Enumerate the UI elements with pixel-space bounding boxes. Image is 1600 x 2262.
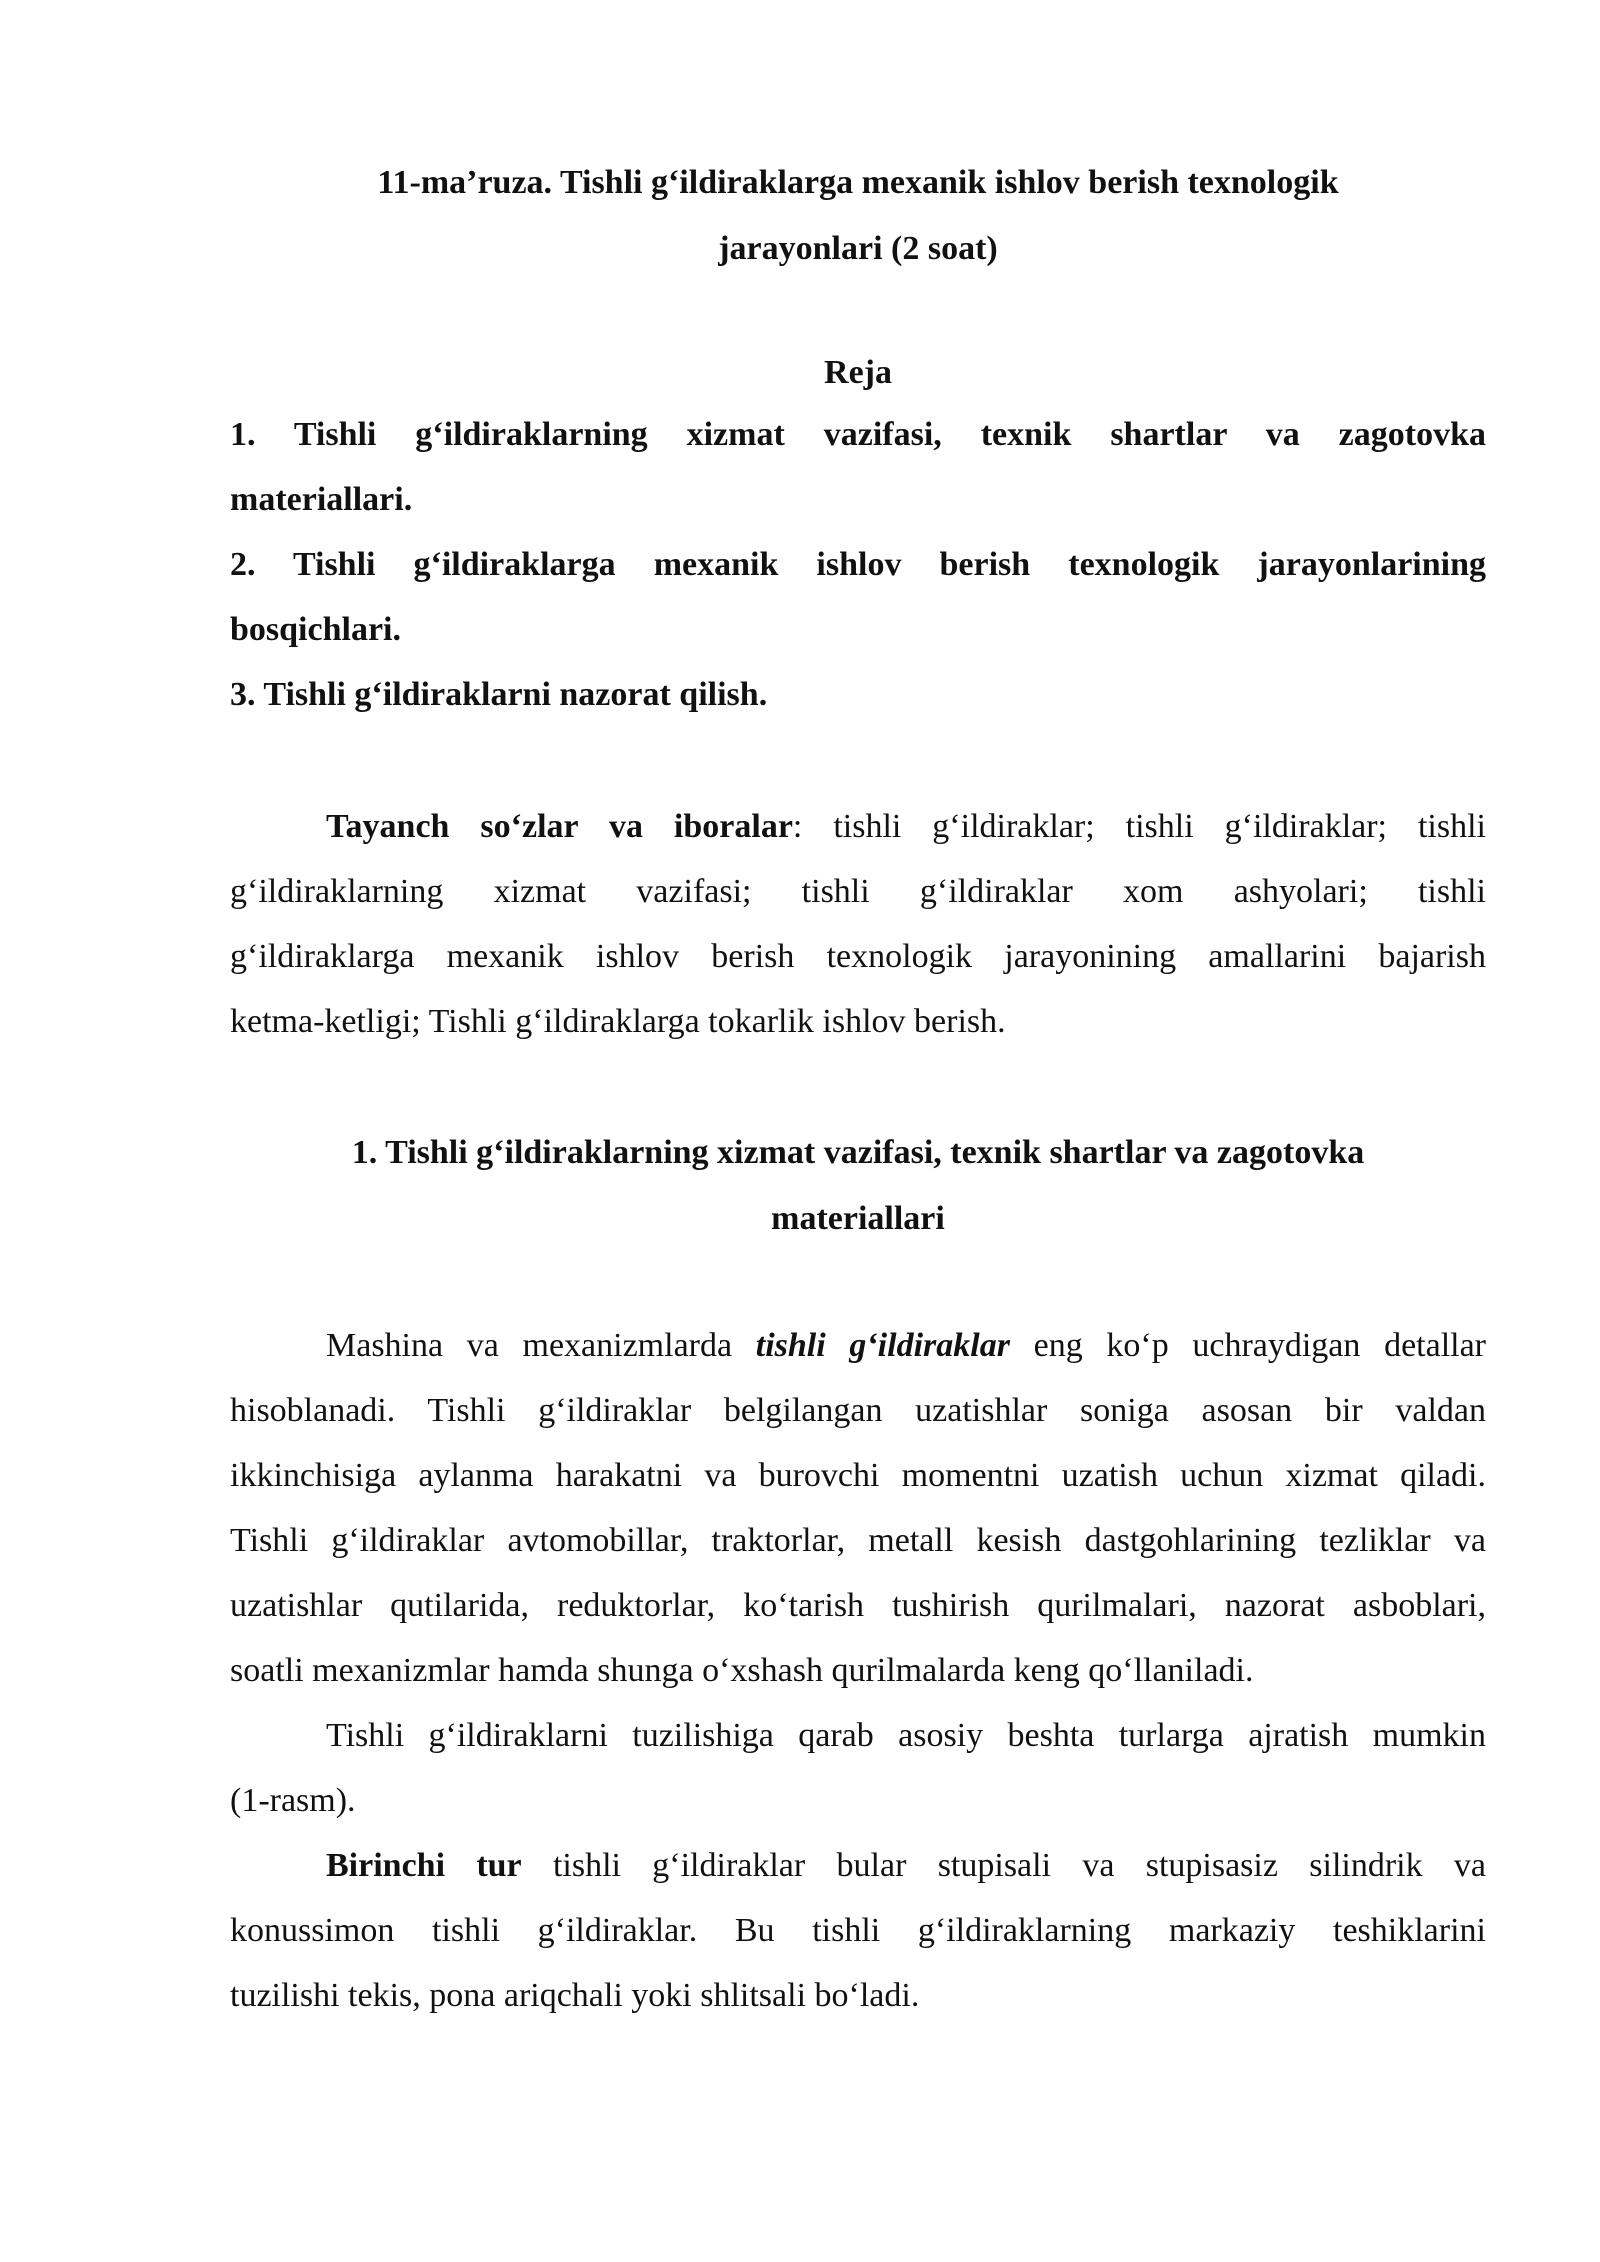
paragraph-1-line-6: soatli mexanizmlar hamda shunga o‘xshash qurilmalarda keng qo‘llaniladi. [230, 1652, 1254, 1689]
plan-heading: Reja [824, 354, 892, 391]
paragraph-1-line-5: uzatishlar qutilarida, reduktorlar, ko‘tarish tushirish qurilmalari, nazorat asboblari, [230, 1587, 1486, 1624]
section-1-heading-line-1: 1. Tishli g‘ildiraklarning xizmat vazifasi, texnik shartlar va zagotovka [351, 1134, 1365, 1171]
plan-item-1-line-1: 1. Tishli g‘ildiraklarning xizmat vazifasi, texnik shartlar va zagotovka [230, 416, 1486, 453]
plan-item-3: 3. Tishli g‘ildiraklarni nazorat qilish. [230, 676, 768, 713]
paragraph-3-rest: tishli g‘ildiraklar bular stupisali va stupisasiz silindrik va [521, 1847, 1486, 1884]
plan-item-1-line-2: materiallari. [230, 481, 413, 518]
section-1-heading-line-2: materiallari [771, 1200, 945, 1237]
keywords-label: Tayanch so‘zlar va iboralar [326, 808, 793, 845]
paragraph-1-line-3: ikkinchisiga aylanma harakatni va burovchi momentni uzatish uchun xizmat qiladi. [230, 1457, 1486, 1494]
lecture-title-line-2: jarayonlari (2 soat) [718, 230, 998, 267]
paragraph-1-line-2: hisoblanadi. Tishli g‘ildiraklar belgilangan uzatishlar soniga asosan bir valdan [230, 1392, 1486, 1429]
paragraph-1-post: eng ko‘p uchraydigan detallar [1009, 1327, 1487, 1364]
paragraph-3-line-1 [230, 1833, 1486, 1898]
paragraph-1-emphasis: tishli g‘ildiraklar [755, 1327, 1010, 1364]
lecture-title [230, 150, 1486, 282]
paragraph-1-line-4: Tishli g‘ildiraklar avtomobillar, traktorlar, metall kesish dastgohlarining tezliklar va [230, 1522, 1486, 1559]
paragraph-3-line-2: konussimon tishli g‘ildiraklar. Bu tishli g‘ildiraklarning markaziy teshiklarini [230, 1912, 1486, 1949]
plan-item-2-line-2: bosqichlari. [230, 611, 401, 648]
plan-item-2-line-1: 2. Tishli g‘ildiraklarga mexanik ishlov berish texnologik jarayonlarining [230, 546, 1486, 583]
keywords-paragraph [230, 794, 1486, 1054]
paragraph-1-pre: Mashina va mexanizmlarda [326, 1327, 756, 1364]
plan-list [230, 402, 1486, 727]
keywords-line-4: ketma-ketligi; Tishli g‘ildiraklarga tokarlik ishlov berish. [230, 1003, 1006, 1040]
paragraph-3-line-3: tuzilishi tekis, pona ariqchali yoki shlitsali bo‘ladi. [230, 1977, 920, 2014]
keywords-line-3: g‘ildiraklarga mexanik ishlov berish texnologik jarayonining amallarini bajarish [230, 938, 1486, 975]
section-1-body [230, 1313, 1486, 2028]
keywords-line-1 [230, 794, 1486, 859]
paragraph-2-line-2: (1-rasm). [230, 1782, 356, 1819]
lecture-title-line-1: 11-ma’ruza. Tishli g‘ildiraklarga mexanik ishlov berish texnologik [377, 164, 1339, 201]
paragraph-1-line-1 [230, 1313, 1486, 1378]
paragraph-3-bold: Birinchi tur [326, 1847, 522, 1884]
keywords-line-2: g‘ildiraklarning xizmat vazifasi; tishli g‘ildiraklar xom ashyolari; tishli [230, 873, 1486, 910]
paragraph-2-line-1: Tishli g‘ildiraklarni tuzilishiga qarab asosiy beshta turlarga ajratish mumkin [326, 1717, 1486, 1754]
section-1-heading [230, 1120, 1486, 1252]
keywords-text-1: : tishli g‘ildiraklar; tishli g‘ildiraklar; tishli [792, 808, 1486, 845]
